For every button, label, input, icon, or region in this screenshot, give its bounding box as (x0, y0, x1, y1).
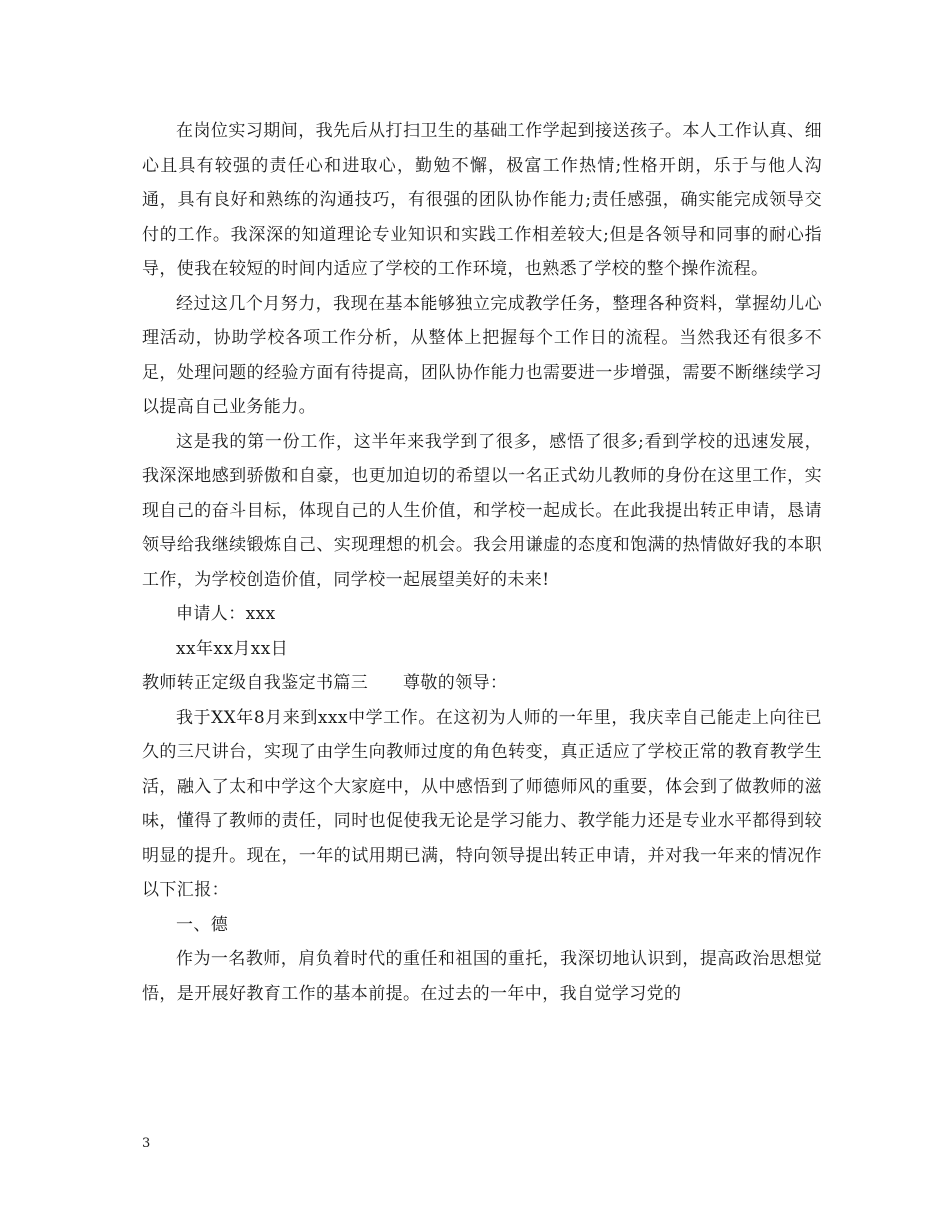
document-body (142, 114, 822, 1011)
subheading-morality: 一、德 (176, 914, 229, 935)
paragraph-progress: 经过这几个月努力，我现在基本能够独立完成教学任务，整理各种资料，掌握幼儿心理活动，协助学校各项工作分析，从整体上把握每个工作日的流程。当然我还有很多不足，处理问题的经验方面有待提高，团队协作能力也需要进一步增强，需要不断继续学习以提高自己业务能力。 (142, 293, 822, 417)
paragraph-internship: 在岗位实习期间，我先后从打扫卫生的基础工作学起到接送孩子。本人工作认真、细心且具有较强的责任心和进取心，勤勉不懈，极富工作热情;性格开朗，乐于与他人沟通，具有良好和熟练的沟通技巧，有很强的团队协作能力;责任感强，确实能完成领导交付的工作。我深深的知道理论专业知识和实践工作相差较大;但是各领导和同事的耐心指导，使我在较短的时间内适应了学校的工作环境，也熟悉了学校的整个操作流程。 (142, 121, 822, 279)
application-date: xx年xx月xx日 (176, 638, 289, 659)
section-heading: 教师转正定级自我鉴定书篇三 尊敬的领导： (142, 673, 508, 693)
paragraph-morality: 作为一名教师，肩负着时代的重任和祖国的重托，我深切地认识到，提高政治思想觉悟，是开展好教育工作的基本前提。在过去的一年中，我自觉学习党的 (142, 949, 822, 1004)
paragraph-first-job: 这是我的第一份工作，这半年来我学到了很多，感悟了很多;看到学校的迅速发展，我深深地感到骄傲和自豪，也更加迫切的希望以一名正式幼儿教师的身份在这里工作，实现自己的奋斗目标，体现自己的人生价值，和学校一起成长。在此我提出转正申请，恳请领导给我继续锻炼自己、实现理想的机会。我会用谦虚的态度和饱满的热情做好我的本职工作，为学校创造价值，同学校一起展望美好的未来! (142, 431, 822, 590)
applicant-signature: 申请人：xxx (176, 604, 276, 624)
page-number: 3 (142, 1136, 151, 1151)
paragraph-intro: 我于XX年8月来到xxx中学工作。在这初为人师的一年里，我庆幸自己能走上向往已久的三尺讲台，实现了由学生向教师过度的角色转变，真正适应了学校正常的教育教学生活，融入了太和中学这个大家庭中，从中感悟到了师德师风的重要，体会到了做教师的滋味，懂得了教师的责任，同时也促使我无论是学习能力、教学能力还是专业水平都得到较明显的提升。现在，一年的试用期已满，特向领导提出转正申请，并对我一年来的情况作以下汇报： (142, 707, 822, 900)
